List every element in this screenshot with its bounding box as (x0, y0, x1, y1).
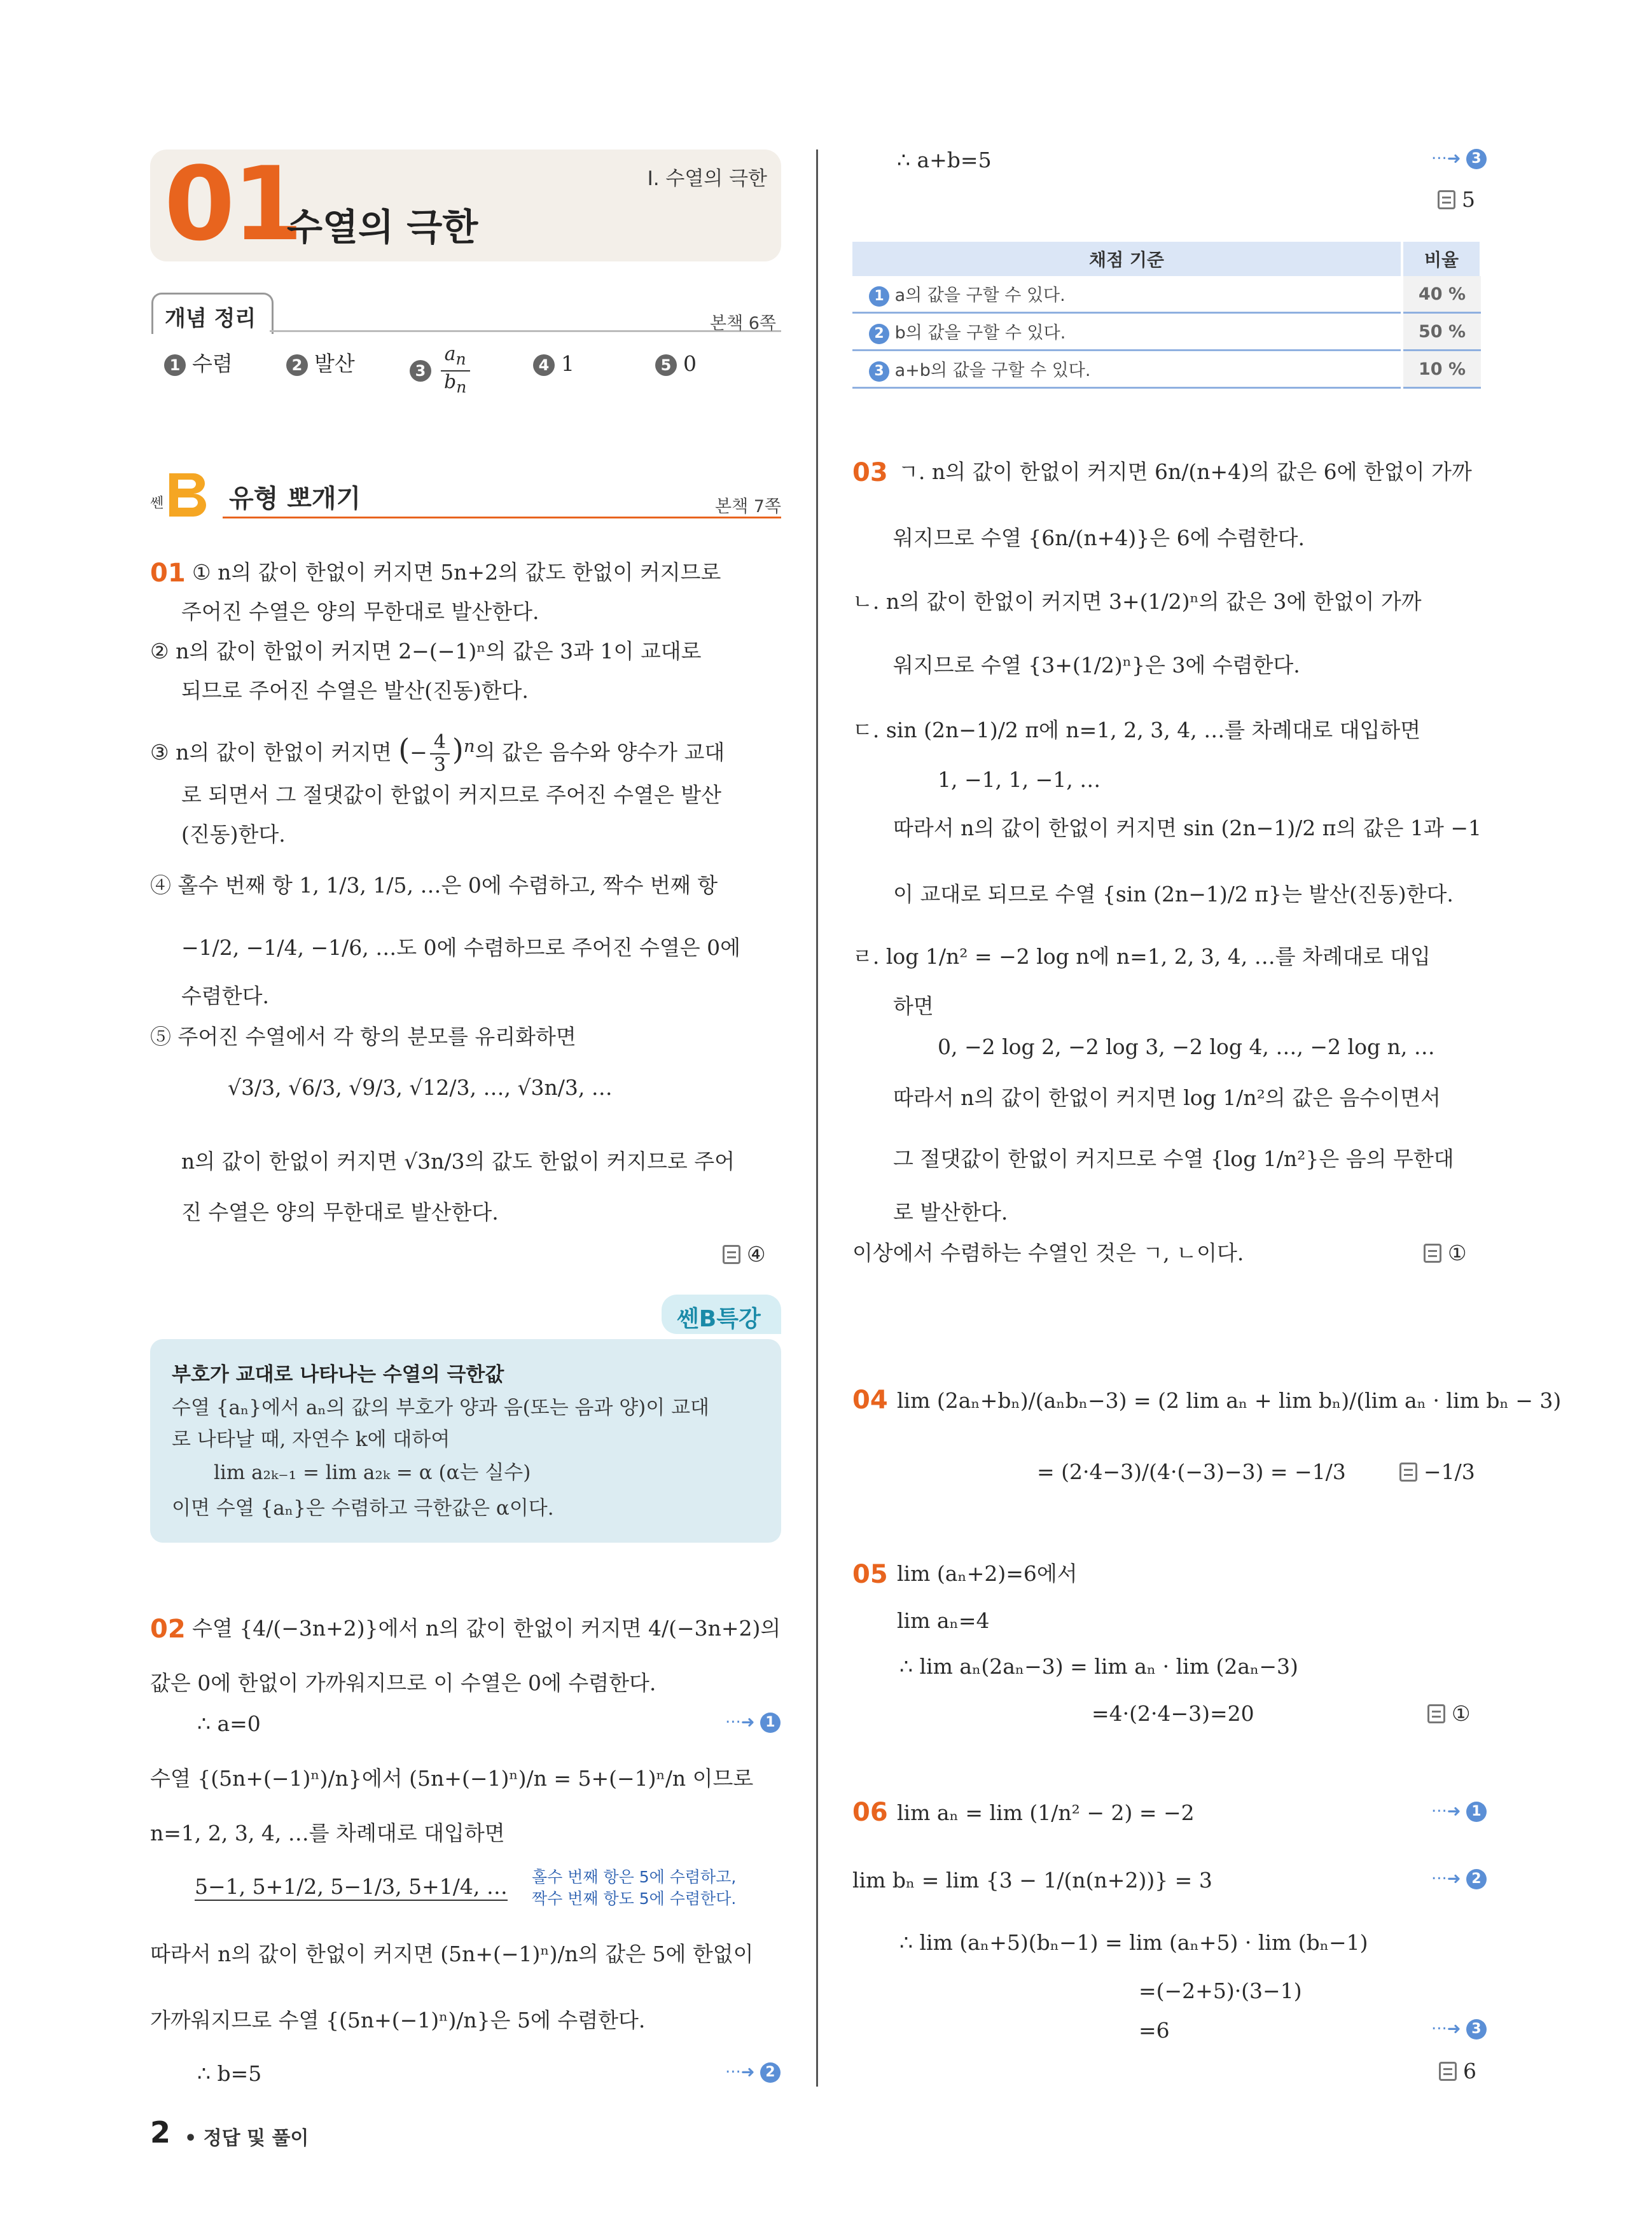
answer-icon (1427, 1704, 1445, 1723)
concept-rule (270, 330, 781, 332)
chapter-title: 수열의 극한 (287, 205, 478, 249)
concept-item-2: 2 발산 (286, 351, 355, 377)
q05-line-1: lim (aₙ+2)=6에서 (897, 1561, 1078, 1586)
q06-line-3: ∴ lim (aₙ+5)(bₙ−1) = lim (aₙ+5) · lim (bₙ−1) (899, 1930, 1368, 1955)
concept-item-1: 1 수렴 (164, 351, 233, 377)
q03-line-14: 로 발산한다. (893, 1200, 1008, 1225)
q02-answer: 5 (1438, 187, 1475, 212)
special-line-2: 로 나타날 때, 자연수 k에 대하여 (172, 1428, 450, 1451)
q03-line-13: 그 절댓값이 한없이 커지므로 수열 {log 1/n²}은 음의 무한대 (893, 1146, 1454, 1171)
q03-answer: ① (1424, 1241, 1467, 1265)
types-rule (223, 517, 781, 518)
page-number: 2 (150, 2115, 171, 2150)
concept-ref: 본책 6쪽 (710, 314, 777, 333)
q06-line-5: =6 (1139, 2018, 1170, 2043)
q04-answer: −1/3 (1399, 1459, 1475, 1484)
q02-step-1: ···➜ 1 (725, 1713, 781, 1733)
q02-line-4: 수열 {(5n+(−1)ⁿ)/n}에서 (5n+(−1)ⁿ)/n = 5+(−1)ⁿ/n 이므로 (150, 1766, 754, 1791)
special-line-3: lim a₂ₖ₋₁ = lim a₂ₖ = α (α는 실수) (214, 1461, 531, 1484)
q02-note: 홀수 번째 항은 5에 수렴하고, 짝수 번째 항도 5에 수렴한다. (532, 1868, 737, 1908)
q06-answer: 6 (1439, 2059, 1476, 2083)
concept-item-4: 4 1 (533, 351, 574, 377)
q05-answer: ① (1427, 1701, 1471, 1726)
q03-line-8: 이 교대로 되므로 수열 {sin (2n−1)/2 π}는 발산(진동)한다. (893, 882, 1454, 907)
special-title: 부호가 교대로 나타나는 수열의 극한값 (172, 1363, 504, 1386)
q01-line-7: (진동)한다. (181, 822, 286, 847)
chapter-section: Ⅰ. 수열의 극한 (647, 167, 767, 190)
q03-line-1: ㄱ. n의 값이 한없이 커지면 6n/(n+4)의 값은 6에 한없이 가까 (898, 459, 1472, 484)
q02-line-8: 가까워지므로 수열 {(5n+(−1)ⁿ)/n}은 5에 수렴한다. (150, 2008, 646, 2033)
q02-line-1: 수열 {4/(−3n+2)}에서 n의 값이 한없이 커지면 4/(−3n+2)의 (192, 1616, 781, 1641)
q03-line-12: 따라서 n의 값이 한없이 커지면 log 1/n²의 값은 음수이면서 (893, 1085, 1441, 1110)
q02-line-9: ∴ b=5 (197, 2061, 262, 2086)
q06-line-2: lim bₙ = lim {3 − 1/(n(n+2))} = 3 (852, 1868, 1212, 1893)
concept-item-3: 3 $\frac{a_n}{b_n}$ (410, 344, 473, 398)
q01-line-11: ⑤ 주어진 수열에서 각 항의 분모를 유리화하면 (150, 1024, 576, 1049)
q01-line-5: ③ n의 값이 한없이 커지면 (− $\frac{4}{3}$ )$^n$의 값은 음수와 양수가 교대 (150, 731, 725, 776)
q05-line-4: =4·(2·4−3)=20 (1092, 1701, 1254, 1726)
q02-line-2: 값은 0에 한없이 가까워지므로 이 수열은 0에 수렴한다. (150, 1671, 656, 1695)
q02-step-3: ···➜ 3 (1431, 149, 1487, 169)
q04-line-1: lim (2aₙ+bₙ)/(aₙbₙ−3) = (2 lim aₙ + lim bₙ)/(lim aₙ · lim bₙ − 3) (897, 1388, 1562, 1413)
special-line-4: 이면 수열 {aₙ}은 수렴하고 극한값은 α이다. (172, 1497, 554, 1520)
q03-line-2: 워지므로 수열 {6n/(n+4)}은 6에 수렴한다. (893, 525, 1305, 550)
answer-icon (1438, 190, 1455, 209)
answer-icon (1424, 1244, 1441, 1263)
q01-line-6: 로 되면서 그 절댓값이 한없이 커지므로 주어진 수열은 발산 (181, 782, 721, 807)
q06-step-1: ···➜ 1 (1431, 1802, 1487, 1822)
q03-line-11: 0, −2 log 2, −2 log 3, −2 log 4, …, −2 log n, … (938, 1034, 1435, 1059)
q01-line-3: ② n의 값이 한없이 커지면 2−(−1)ⁿ의 값은 3과 1이 교대로 (150, 639, 702, 664)
answer-icon (723, 1245, 740, 1264)
chapter-header (150, 144, 781, 263)
answer-icon (1399, 1463, 1417, 1482)
q03-line-4: 워지므로 수열 {3+(1/2)ⁿ}은 3에 수렴한다. (893, 653, 1300, 678)
q05-line-3: ∴ lim aₙ(2aₙ−3) = lim aₙ · lim (2aₙ−3) (899, 1654, 1298, 1679)
q03-line-3: ㄴ. n의 값이 한없이 커지면 3+(1/2)ⁿ의 값은 3에 한없이 가까 (852, 589, 1422, 614)
q01-line-4: 되므로 주어진 수열은 발산(진동)한다. (181, 678, 529, 703)
special-box (150, 1339, 781, 1543)
q03-line-7: 따라서 n의 값이 한없이 커지면 sin (2n−1)/2 π의 값은 1과 −1 (893, 816, 1482, 840)
q03-line-5: ㄷ. sin (2n−1)/2 π에 n=1, 2, 3, 4, …를 차례대로 대입하면 (852, 718, 1421, 742)
q01-line-14: 진 수열은 양의 무한대로 발산한다. (181, 1200, 499, 1225)
q01-line-1: ① n의 값이 한없이 커지면 5n+2의 값도 한없이 커지므로 (192, 560, 721, 585)
q06-step-3: ···➜ 3 (1431, 2019, 1487, 2040)
types-title: 유형 뽀개기 (229, 484, 361, 513)
table-row: 1 a의 값을 구할 수 있다. 40 % (852, 276, 1481, 313)
q04-line-2: = (2·4−3)/(4·(−3)−3) = −1/3 (1037, 1459, 1346, 1484)
grading-table (852, 242, 1482, 389)
q01-line-2: 주어진 수열은 양의 무한대로 발산한다. (181, 599, 539, 624)
q01-line-12: √3/3, √6/3, √9/3, √12/3, …, √3n/3, … (228, 1075, 613, 1100)
q02-line-5: n=1, 2, 3, 4, …를 차례대로 대입하면 (150, 1821, 505, 1845)
special-line-1: 수열 {aₙ}에서 aₙ의 값의 부호가 양과 음(또는 음과 양)이 교대 (172, 1396, 709, 1419)
types-ref: 본책 7쪽 (715, 497, 782, 517)
footer-text: • 정답 및 풀이 (184, 2127, 309, 2150)
q04-number: 04 (852, 1386, 888, 1415)
q02-line-6: 5−1, 5+1/2, 5−1/3, 5+1/4, … (195, 1874, 508, 1901)
q02-step-2: ···➜ 2 (725, 2062, 781, 2083)
q01-line-10: 수렴한다. (181, 983, 270, 1008)
ssen-b-logo (150, 471, 220, 517)
q01-line-8: ④ 홀수 번째 항 1, 1/3, 1/5, …은 0에 수렴하고, 짝수 번째 항 (150, 873, 718, 898)
q01-answer: ④ (723, 1242, 766, 1267)
q03-number: 03 (852, 458, 888, 487)
q05-line-2: lim aₙ=4 (897, 1608, 990, 1633)
q02-conclusion: ∴ a+b=5 (897, 148, 992, 172)
q03-line-10: 하면 (893, 994, 934, 1018)
q03-line-9: ㄹ. log 1/n² = −2 log n에 n=1, 2, 3, 4, …를 차례대로 대입 (852, 944, 1431, 969)
q06-line-1: lim aₙ = lim (1/n² − 2) = −2 (897, 1800, 1195, 1825)
concept-item-5: 5 0 (655, 351, 697, 377)
q02-line-7: 따라서 n의 값이 한없이 커지면 (5n+(−1)ⁿ)/n의 값은 5에 한없이 (150, 1942, 754, 1966)
concept-tab (151, 293, 274, 334)
concept-tab-label: 개념 정리 (165, 306, 256, 331)
special-badge: 쎈B특강 (662, 1295, 781, 1334)
q01-line-9: −1/2, −1/4, −1/6, …도 0에 수렴하므로 주어진 수열은 0에 (181, 935, 740, 960)
q05-number: 05 (852, 1560, 888, 1589)
table-row: 3 a+b의 값을 구할 수 있다. 10 % (852, 351, 1481, 388)
q03-line-6: 1, −1, 1, −1, … (938, 767, 1101, 792)
svg-text:쎈: 쎈 (150, 496, 164, 511)
table-row: 2 b의 값을 구할 수 있다. 50 % (852, 313, 1481, 351)
q06-number: 06 (852, 1798, 888, 1827)
column-divider (816, 149, 818, 2087)
grading-header-ratio: 비율 (1402, 242, 1481, 276)
chapter-number: 01 (164, 144, 301, 263)
q06-line-4: =(−2+5)·(3−1) (1139, 1978, 1302, 2003)
grading-header-criteria: 채점 기준 (852, 242, 1402, 276)
answer-icon (1439, 2062, 1457, 2081)
q02-line-3: ∴ a=0 (197, 1711, 261, 1736)
q01-number: 01 (150, 559, 186, 588)
q01-line-13: n의 값이 한없이 커지면 √3n/3의 값도 한없이 커지므로 주어 (181, 1149, 735, 1174)
q03-line-15: 이상에서 수렴하는 수열인 것은 ㄱ, ㄴ이다. (852, 1241, 1244, 1265)
q02-number: 02 (150, 1615, 186, 1644)
q06-step-2: ···➜ 2 (1431, 1869, 1487, 1889)
